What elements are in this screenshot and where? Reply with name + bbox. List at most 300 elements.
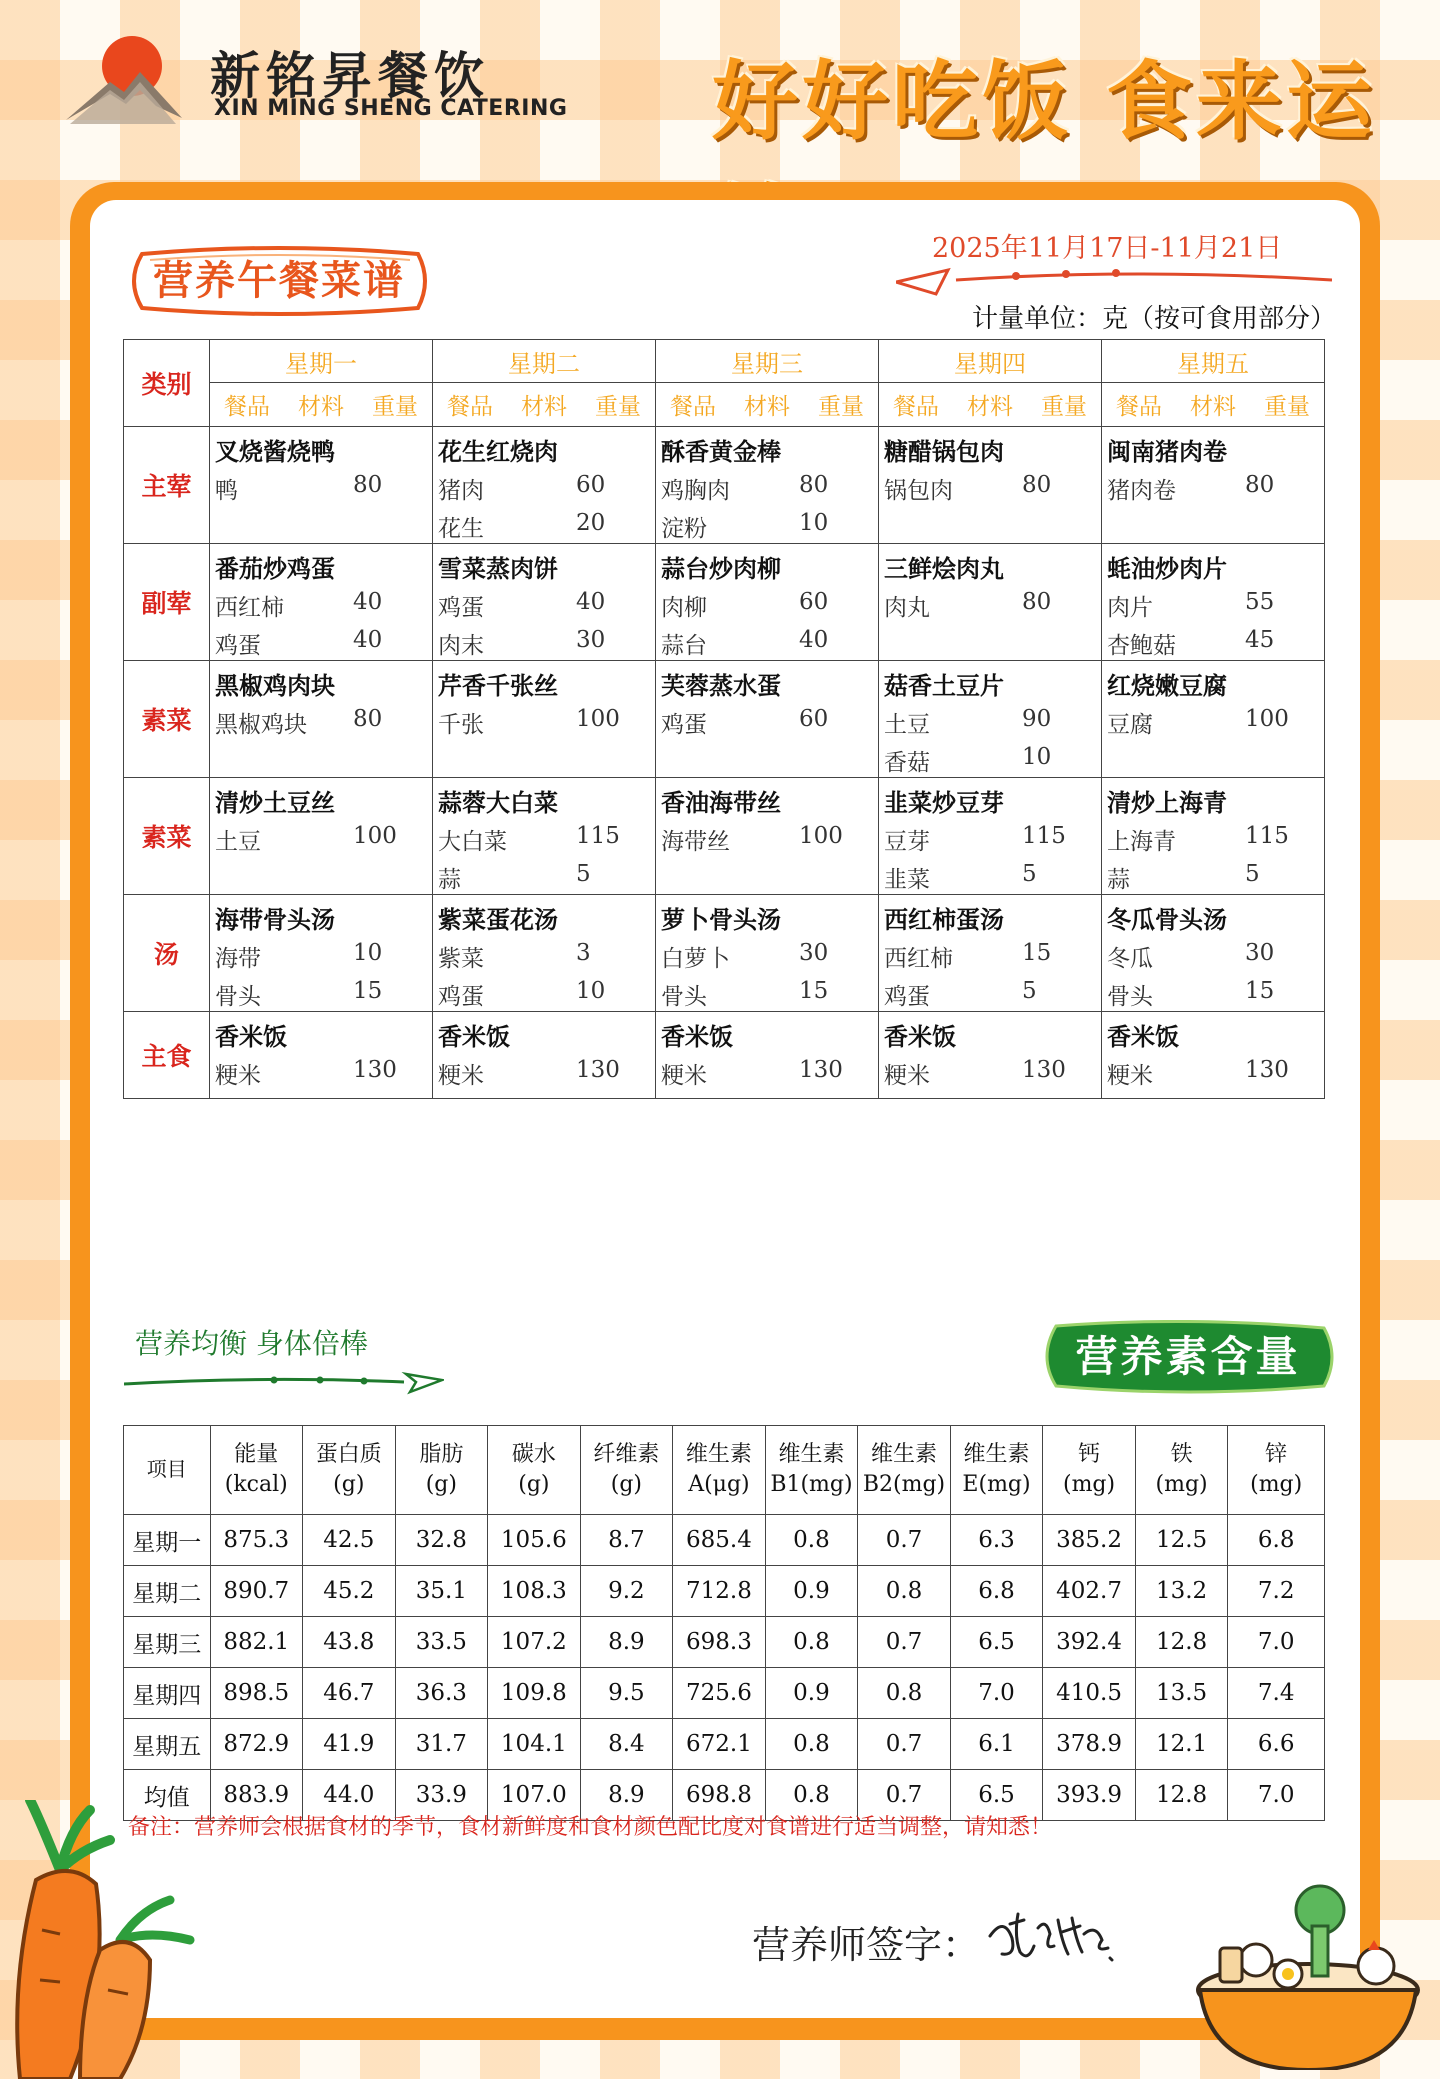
ingredient-name: 豆腐 <box>1107 712 1153 738</box>
sub-header: 材料 <box>744 394 790 420</box>
nutrition-header <box>488 1426 581 1515</box>
ingredient-weight: 130 <box>353 1057 397 1083</box>
signature-label: 营养师签字： <box>752 1923 981 1967</box>
menu-title: 营养午餐菜谱 <box>153 258 405 304</box>
menu-cell <box>879 1012 1102 1099</box>
menu-cell <box>433 427 656 544</box>
ingredient-line <box>884 1057 1101 1090</box>
nutrition-value: 31.7 <box>395 1719 488 1770</box>
menu-cell <box>879 544 1102 661</box>
ingredient-line <box>1107 589 1324 622</box>
nutrition-value: 6.6 <box>1228 1719 1325 1770</box>
ingredient-line <box>215 823 432 856</box>
dish-name: 雪菜蒸肉饼 <box>438 554 558 583</box>
ingredient-name: 豆芽 <box>884 829 930 855</box>
ingredient-line <box>661 589 878 622</box>
nutrition-value: 36.3 <box>395 1668 488 1719</box>
header-line: 能量 <box>234 1442 279 1468</box>
ingredient-weight: 90 <box>1022 706 1052 732</box>
ingredient-line <box>661 823 878 856</box>
sub-header-group <box>433 383 656 427</box>
sub-header: 重量 <box>372 394 418 420</box>
nutrition-header <box>124 1426 211 1515</box>
menu-cell <box>656 661 879 778</box>
header-line: 钙 <box>1078 1442 1101 1468</box>
ingredient-line <box>661 940 878 973</box>
dish-name: 红烧嫩豆腐 <box>1107 671 1227 700</box>
mountain-sun-logo-icon <box>66 28 182 128</box>
day-header: 星期四 <box>879 340 1102 383</box>
nutrition-value: 9.5 <box>580 1668 673 1719</box>
ingredient-name: 猪肉卷 <box>1107 478 1176 504</box>
sub-header-group <box>1102 383 1325 427</box>
menu-cell <box>210 778 433 895</box>
ingredient-weight: 15 <box>1245 978 1275 1004</box>
nutrition-value: 104.1 <box>488 1719 581 1770</box>
nutrition-header <box>580 1426 673 1515</box>
ingredient-weight: 10 <box>1022 744 1052 770</box>
ingredient-weight: 3 <box>576 940 591 966</box>
header-unit: (kcal) <box>224 1472 288 1497</box>
nutrition-value: 898.5 <box>210 1668 303 1719</box>
header-unit: (g) <box>425 1472 457 1497</box>
header-unit: (g) <box>333 1472 365 1497</box>
ingredient-weight: 80 <box>1245 472 1275 498</box>
ingredient-weight: 80 <box>1022 472 1052 498</box>
ingredient-name: 粳米 <box>661 1063 707 1089</box>
nutrition-value: 12.8 <box>1135 1617 1228 1668</box>
ingredient-name: 肉片 <box>1107 595 1153 621</box>
header-line: 维生素 <box>778 1442 845 1468</box>
category-label: 主荤 <box>124 427 210 544</box>
ingredient-name: 鸡蛋 <box>884 984 930 1010</box>
ingredient-line <box>1107 1057 1324 1090</box>
menu-row <box>124 778 1325 895</box>
nutrition-row-label: 星期五 <box>124 1719 211 1770</box>
ingredient-weight: 100 <box>1245 706 1289 732</box>
ingredient-name: 淀粉 <box>661 516 707 542</box>
nutrition-value: 402.7 <box>1043 1566 1136 1617</box>
header-line: 维生素 <box>685 1442 752 1468</box>
ingredient-name: 鸡蛋 <box>438 595 484 621</box>
nutrition-value: 0.7 <box>858 1719 951 1770</box>
ingredient-weight: 60 <box>799 706 829 732</box>
ingredient-name: 锅包肉 <box>884 478 953 504</box>
header-line: 维生素 <box>870 1442 937 1468</box>
ingredient-name: 粳米 <box>438 1063 484 1089</box>
sub-header: 材料 <box>298 394 344 420</box>
nutrition-value: 0.7 <box>858 1515 951 1566</box>
ingredient-weight: 80 <box>799 472 829 498</box>
nutrition-value: 35.1 <box>395 1566 488 1617</box>
menu-row <box>124 544 1325 661</box>
footnote: 备注：营养师会根据食材的季节，食材新鲜度和食材颜色配比度对食谱进行适当调整，请知悉！ <box>128 1815 1053 1840</box>
header-line: 项目 <box>146 1457 187 1482</box>
sub-header: 餐品 <box>447 394 493 420</box>
ingredient-weight: 40 <box>353 627 383 653</box>
dish-name: 蚝油炒肉片 <box>1107 554 1227 583</box>
ingredient-name: 粳米 <box>1107 1063 1153 1089</box>
nutrition-value: 6.5 <box>950 1617 1043 1668</box>
ingredient-weight: 45 <box>1245 627 1275 653</box>
nutrition-value: 107.2 <box>488 1617 581 1668</box>
ingredient-line <box>661 978 878 1011</box>
ingredient-name: 肉末 <box>438 633 484 659</box>
nutrition-value: 45.2 <box>303 1566 396 1617</box>
sub-header: 餐品 <box>224 394 270 420</box>
ingredient-name: 骨头 <box>661 984 707 1010</box>
carrot-illustration-icon <box>0 1800 210 2079</box>
ingredient-weight: 100 <box>576 706 620 732</box>
sub-header: 材料 <box>1190 394 1236 420</box>
dish-name: 紫菜蛋花汤 <box>438 905 558 934</box>
ingredient-line <box>215 627 432 660</box>
day-header: 星期三 <box>656 340 879 383</box>
nutrition-value: 6.3 <box>950 1515 1043 1566</box>
ingredient-weight: 40 <box>576 589 606 615</box>
menu-cell <box>433 1012 656 1099</box>
ingredient-name: 鸭 <box>215 478 238 504</box>
nutrition-header <box>950 1426 1043 1515</box>
nutrition-value: 393.9 <box>1043 1770 1136 1821</box>
nutrition-header <box>1043 1426 1136 1515</box>
ingredient-line <box>884 706 1101 739</box>
ingredient-weight: 60 <box>576 472 606 498</box>
dish-name: 三鲜烩肉丸 <box>884 554 1004 583</box>
ingredient-weight: 10 <box>576 978 606 1004</box>
ingredient-name: 骨头 <box>215 984 261 1010</box>
dish-name: 番茄炒鸡蛋 <box>215 554 335 583</box>
menu-cell <box>656 778 879 895</box>
nutrition-value: 33.9 <box>395 1770 488 1821</box>
ingredient-line <box>884 978 1101 1011</box>
menu-title-badge <box>128 246 430 316</box>
ingredient-line <box>438 823 655 856</box>
nutrition-header <box>395 1426 488 1515</box>
ingredient-name: 韭菜 <box>884 867 930 893</box>
ingredient-weight: 5 <box>1245 861 1260 887</box>
nutrition-row <box>124 1668 1325 1719</box>
ingredient-weight: 130 <box>1022 1057 1066 1083</box>
nutrition-value: 6.5 <box>950 1770 1043 1821</box>
nutrition-value: 385.2 <box>1043 1515 1136 1566</box>
ingredient-weight: 15 <box>799 978 829 1004</box>
header-unit: (mg) <box>1155 1472 1208 1497</box>
ingredient-line <box>215 940 432 973</box>
ingredient-name: 鸡蛋 <box>661 712 707 738</box>
ingredient-name: 白萝卜 <box>661 946 730 972</box>
ingredient-line <box>661 472 878 505</box>
day-header: 星期二 <box>433 340 656 383</box>
ingredient-line <box>438 978 655 1011</box>
dish-name: 花生红烧肉 <box>438 437 558 466</box>
ingredient-name: 粳米 <box>884 1063 930 1089</box>
ingredient-line <box>884 823 1101 856</box>
dish-name: 清炒上海青 <box>1107 788 1227 817</box>
ingredient-line <box>438 627 655 660</box>
ingredient-weight: 20 <box>576 510 606 536</box>
handwritten-signature <box>984 1906 1118 1966</box>
slogan: 好好吃饭 食来运 <box>712 52 1376 152</box>
nutrition-value: 9.2 <box>580 1566 673 1617</box>
nutrition-row-label: 均值 <box>124 1770 211 1821</box>
ingredient-weight: 115 <box>1022 823 1066 849</box>
ingredient-name: 骨头 <box>1107 984 1153 1010</box>
nutrition-row <box>124 1719 1325 1770</box>
sub-header: 材料 <box>521 394 567 420</box>
day-header: 星期五 <box>1102 340 1325 383</box>
ingredient-line <box>1107 472 1324 505</box>
ingredient-weight: 130 <box>576 1057 620 1083</box>
nutrition-title-badge <box>1040 1320 1336 1394</box>
ingredient-name: 鸡蛋 <box>215 633 261 659</box>
nutrition-header <box>673 1426 766 1515</box>
nutrition-value: 0.8 <box>765 1617 858 1668</box>
nutrition-value: 0.9 <box>765 1566 858 1617</box>
header-unit: (mg) <box>1250 1472 1303 1497</box>
nutrition-value: 378.9 <box>1043 1719 1136 1770</box>
ingredient-name: 蒜 <box>1107 867 1130 893</box>
menu-row <box>124 661 1325 778</box>
menu-cell <box>656 1012 879 1099</box>
sub-header-group <box>210 383 433 427</box>
ingredient-line <box>1107 706 1324 739</box>
sub-header-group <box>656 383 879 427</box>
ingredient-line <box>661 1057 878 1090</box>
menu-cell <box>656 427 879 544</box>
ingredient-line <box>215 1057 432 1090</box>
ingredient-name: 黑椒鸡块 <box>215 712 307 738</box>
nutrition-value: 43.8 <box>303 1617 396 1668</box>
nutrition-header <box>1228 1426 1325 1515</box>
nutrition-value: 392.4 <box>1043 1617 1136 1668</box>
nutrition-value: 7.4 <box>1228 1668 1325 1719</box>
nutrition-header <box>303 1426 396 1515</box>
dish-name: 蒜台炒肉柳 <box>661 554 781 583</box>
nutrition-value: 105.6 <box>488 1515 581 1566</box>
ingredient-weight: 15 <box>1022 940 1052 966</box>
ingredient-name: 肉丸 <box>884 595 930 621</box>
ingredient-name: 猪肉 <box>438 478 484 504</box>
menu-cell <box>210 544 433 661</box>
ingredient-weight: 40 <box>799 627 829 653</box>
ingredient-line <box>661 510 878 543</box>
nutrition-value: 0.8 <box>765 1719 858 1770</box>
ingredient-name: 紫菜 <box>438 946 484 972</box>
header-unit: B1(mg) <box>770 1472 853 1497</box>
dish-name: 香米饭 <box>215 1022 287 1051</box>
ingredient-line <box>661 627 878 660</box>
ingredient-name: 海带丝 <box>661 829 730 855</box>
nutrition-value: 698.8 <box>673 1770 766 1821</box>
ingredient-line <box>438 589 655 622</box>
food-bowl-illustration-icon <box>1190 1870 1426 2070</box>
ingredient-line <box>661 706 878 739</box>
sub-header: 餐品 <box>893 394 939 420</box>
nutrition-value: 698.3 <box>673 1617 766 1668</box>
ingredient-name: 西红柿 <box>215 595 284 621</box>
ingredient-weight: 130 <box>799 1057 843 1083</box>
nutrition-value: 33.5 <box>395 1617 488 1668</box>
nutrition-value: 7.0 <box>1228 1770 1325 1821</box>
ingredient-name: 鸡胸肉 <box>661 478 730 504</box>
nutrition-value: 13.2 <box>1135 1566 1228 1617</box>
menu-cell <box>433 661 656 778</box>
sub-header: 重量 <box>595 394 641 420</box>
nutrition-value: 42.5 <box>303 1515 396 1566</box>
ingredient-line <box>884 744 1101 777</box>
dish-name: 蒜蓉大白菜 <box>438 788 558 817</box>
ingredient-line <box>884 589 1101 622</box>
ingredient-line <box>215 472 432 505</box>
menu-cell <box>433 895 656 1012</box>
nutrition-value: 0.7 <box>858 1617 951 1668</box>
nutrition-value: 12.1 <box>1135 1719 1228 1770</box>
ingredient-weight: 15 <box>353 978 383 1004</box>
ingredient-line <box>438 1057 655 1090</box>
header-line: 脂肪 <box>419 1442 464 1468</box>
menu-cell <box>1102 427 1325 544</box>
brand-name-en: XIN MING SHENG CATERING <box>214 96 568 121</box>
nutrition-value: 872.9 <box>210 1719 303 1770</box>
dish-name: 闽南猪肉卷 <box>1107 437 1227 466</box>
ingredient-weight: 115 <box>576 823 620 849</box>
sub-header: 餐品 <box>670 394 716 420</box>
menu-cell <box>656 895 879 1012</box>
nutrition-value: 0.7 <box>858 1770 951 1821</box>
nutrition-value: 6.8 <box>1228 1515 1325 1566</box>
ingredient-line <box>438 861 655 894</box>
nutrition-value: 685.4 <box>673 1515 766 1566</box>
nutrition-value: 0.9 <box>765 1668 858 1719</box>
nutrition-value: 8.4 <box>580 1719 673 1770</box>
nutrition-row-label: 星期三 <box>124 1617 211 1668</box>
ingredient-line <box>884 861 1101 894</box>
unit-note: 计量单位：克（按可食用部分） <box>972 304 1337 334</box>
dish-name: 萝卜骨头汤 <box>661 905 781 934</box>
ingredient-name: 西红柿 <box>884 946 953 972</box>
nutrition-value: 6.1 <box>950 1719 1043 1770</box>
nutrition-value: 890.7 <box>210 1566 303 1617</box>
dish-name: 芹香千张丝 <box>438 671 558 700</box>
nutrition-row <box>124 1566 1325 1617</box>
menu-cell <box>433 778 656 895</box>
category-label: 素菜 <box>124 661 210 778</box>
menu-cell <box>1102 778 1325 895</box>
nutrition-value: 12.8 <box>1135 1770 1228 1821</box>
header-unit: E(mg) <box>962 1472 1031 1497</box>
menu-cell <box>210 427 433 544</box>
ingredient-line <box>438 510 655 543</box>
ingredient-weight: 30 <box>1245 940 1275 966</box>
header-line: 碳水 <box>511 1442 556 1468</box>
header-line: 铁 <box>1170 1442 1193 1468</box>
dish-name: 清炒土豆丝 <box>215 788 335 817</box>
nutrition-value: 107.0 <box>488 1770 581 1821</box>
ingredient-name: 粳米 <box>215 1063 261 1089</box>
ingredient-line <box>215 978 432 1011</box>
header-unit: (g) <box>518 1472 550 1497</box>
ingredient-line <box>1107 861 1324 894</box>
ingredient-line <box>438 940 655 973</box>
header-unit: (g) <box>610 1472 643 1497</box>
ingredient-line <box>438 472 655 505</box>
menu-cell <box>879 427 1102 544</box>
dish-name: 海带骨头汤 <box>215 905 335 934</box>
nutrition-title: 营养素含量 <box>1075 1332 1301 1381</box>
ingredient-weight: 80 <box>1022 589 1052 615</box>
category-label: 素菜 <box>124 778 210 895</box>
nutrition-value: 44.0 <box>303 1770 396 1821</box>
nutrition-value: 7.0 <box>1228 1617 1325 1668</box>
ingredient-name: 大白菜 <box>438 829 507 855</box>
ingredient-name: 千张 <box>438 712 484 738</box>
nutrition-row-label: 星期二 <box>124 1566 211 1617</box>
dish-name: 酥香黄金棒 <box>661 437 781 466</box>
ingredient-name: 冬瓜 <box>1107 946 1153 972</box>
tagline: 营养均衡 身体倍棒 <box>135 1327 368 1360</box>
menu-row <box>124 427 1325 544</box>
ingredient-weight: 80 <box>353 472 383 498</box>
dish-name: 西红柿蛋汤 <box>884 905 1004 934</box>
sub-header: 重量 <box>1041 394 1087 420</box>
nutrition-value: 6.8 <box>950 1566 1043 1617</box>
category-label: 副荤 <box>124 544 210 661</box>
ingredient-name: 花生 <box>438 516 484 542</box>
nutrition-value: 32.8 <box>395 1515 488 1566</box>
header-unit: B2(mg) <box>862 1472 946 1497</box>
nutrition-value: 109.8 <box>488 1668 581 1719</box>
header-unit: (mg) <box>1062 1472 1116 1497</box>
category-header: 类别 <box>124 340 210 427</box>
ingredient-weight: 130 <box>1245 1057 1289 1083</box>
nutrition-header <box>210 1426 303 1515</box>
nutrition-value: 8.7 <box>580 1515 673 1566</box>
nutrition-value: 8.9 <box>580 1770 673 1821</box>
ingredient-weight: 30 <box>576 627 606 653</box>
nutrition-header <box>858 1426 951 1515</box>
nutrition-value: 7.0 <box>950 1668 1043 1719</box>
sub-header-group <box>879 383 1102 427</box>
ingredient-name: 杏鲍菇 <box>1107 633 1176 659</box>
dish-name: 香米饭 <box>884 1022 956 1051</box>
ingredient-name: 上海青 <box>1107 829 1176 855</box>
ingredient-line <box>438 706 655 739</box>
ingredient-weight: 30 <box>799 940 829 966</box>
menu-cell <box>656 544 879 661</box>
dish-name: 黑椒鸡肉块 <box>215 671 335 700</box>
ingredient-name: 蒜 <box>438 867 461 893</box>
ingredient-line <box>215 589 432 622</box>
paper-plane-line-icon <box>896 264 1332 298</box>
date-range: 2025年11月17日-11月21日 <box>932 233 1283 264</box>
sub-header: 餐品 <box>1116 394 1162 420</box>
nutrition-value: 875.3 <box>210 1515 303 1566</box>
ingredient-weight: 5 <box>1022 978 1037 1004</box>
ingredient-name: 蒜台 <box>661 633 707 659</box>
ingredient-line <box>1107 627 1324 660</box>
menu-cell <box>1102 895 1325 1012</box>
menu-table <box>123 339 1325 1099</box>
nutrition-table <box>123 1425 1325 1821</box>
menu-cell <box>879 778 1102 895</box>
header-line: 蛋白质 <box>315 1442 382 1468</box>
ingredient-weight: 10 <box>799 510 829 536</box>
nutrition-value: 725.6 <box>673 1668 766 1719</box>
dish-name: 香油海带丝 <box>661 788 781 817</box>
dish-name: 糖醋锅包肉 <box>884 437 1004 466</box>
ingredient-weight: 60 <box>799 589 829 615</box>
